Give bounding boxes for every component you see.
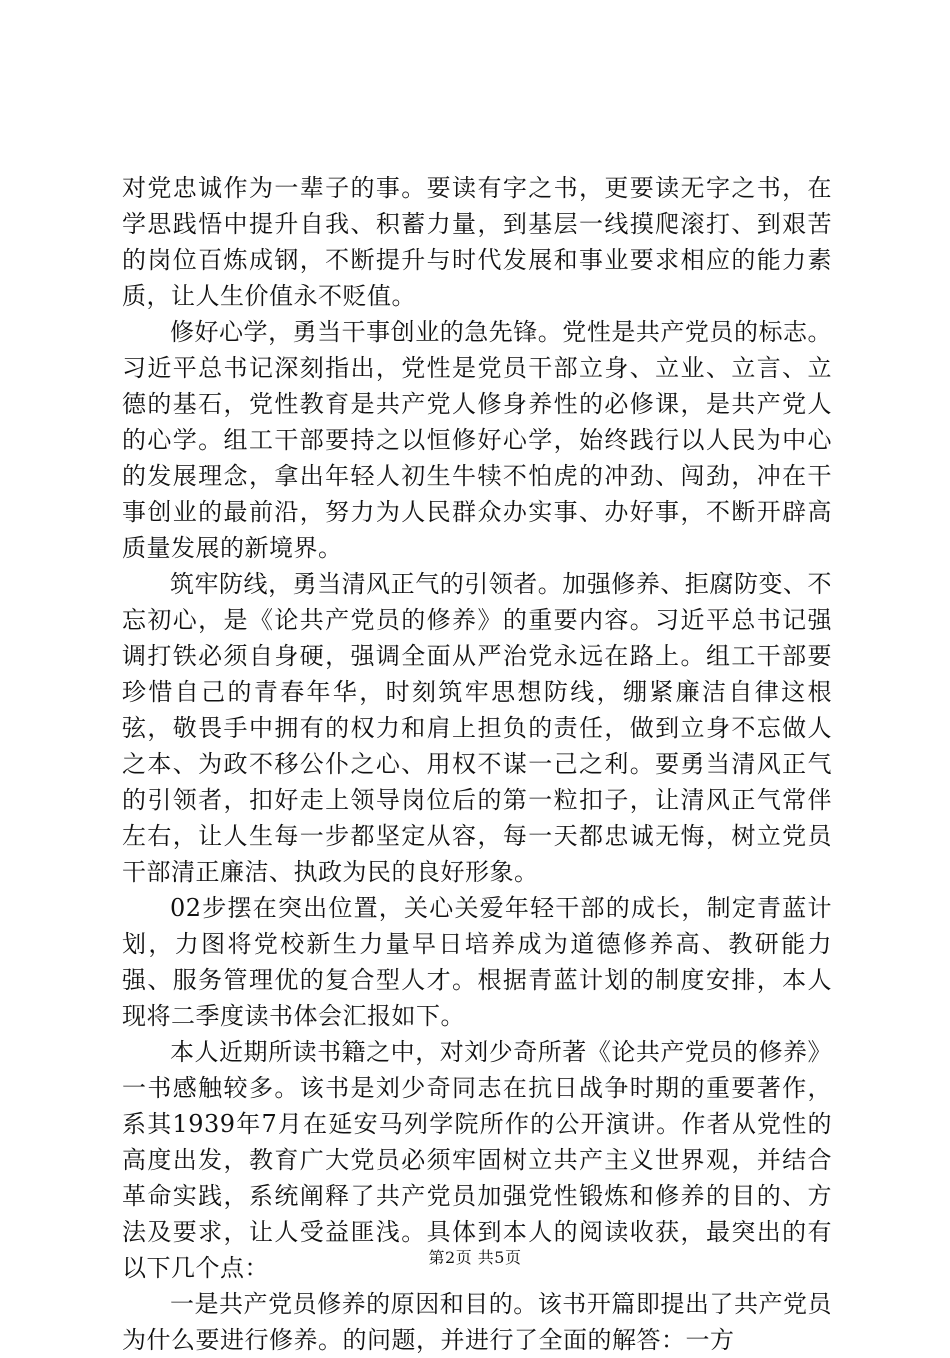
paragraph-qinglan-plan: 02步摆在突出位置，关心关爱年轻干部的成长，制定青蓝计划，力图将党校新生力量早日培养成为道德修养高、教研能力强、服务管理优的复合型人才。根据青蓝计划的制度安排，本人现将二季度读书体会汇报如下。 [122, 894, 832, 1030]
document-body [122, 170, 832, 1358]
paragraph-continuation: 对党忠诚作为一辈子的事。要读有字之书，更要读无字之书，在学思践悟中提升自我、积蓄力量，到基层一线摸爬滚打、到艰苦的岗位百炼成钢，不断提升与时代发展和事业要求相应的能力素质，让人生价值永不贬值。 [122, 174, 832, 310]
page-number-footer: 第2页 共5页 [428, 1248, 522, 1267]
paragraph-zhulao-fangxian: 筑牢防线，勇当清风正气的引领者。加强修养、拒腐防变、不忘初心，是《论共产党员的修养》的重要内容。习近平总书记强调打铁必须自身硬，强调全面从严治党永远在路上。组工干部要珍惜自己的青春年华，时刻筑牢思想防线，绷紧廉洁自律这根弦，敬畏手中拥有的权力和肩上担负的责任，做到立身不忘做人之本、为政不移公仆之心、用权不谋一己之利。要勇当清风正气的引领者，扣好走上领导岗位后的第一粒扣子，让清风正气常伴左右，让人生每一步都坚定从容，每一天都忠诚无悔，树立党员干部清正廉洁、执政为民的良好形象。 [122, 570, 832, 886]
paragraph-point-one: 一是共产党员修养的原因和目的。该书开篇即提出了共产党员为什么要进行修养。的问题，并进行了全面的解答：一方 [122, 1290, 832, 1354]
paragraph-reading-intro: 本人近期所读书籍之中，对刘少奇所著《论共产党员的修养》一书感触较多。该书是刘少奇同志在抗日战争时期的重要著作，系其1939年7月在延安马列学院所作的公开演讲。作者从党性的高度出发，教育广大党员必须牢固树立共产主义世界观，并结合革命实践，系统阐释了共产党员加强党性锻炼和修养的目的、方法及要求，让人受益匪浅。具体到本人的阅读收获，最突出的有以下几个点： [122, 1038, 832, 1282]
paragraph-xiuhao-xinxue: 修好心学，勇当干事创业的急先锋。党性是共产党员的标志。习近平总书记深刻指出，党性是党员干部立身、立业、立言、立德的基石，党性教育是共产党人修身养性的必修课，是共产党人的心学。组工干部要持之以恒修好心学，始终践行以人民为中心的发展理念，拿出年轻人初生牛犊不怕虎的冲劲、闯劲，冲在干事创业的最前沿，努力为人民群众办实事、办好事，不断开辟高质量发展的新境界。 [122, 318, 832, 562]
